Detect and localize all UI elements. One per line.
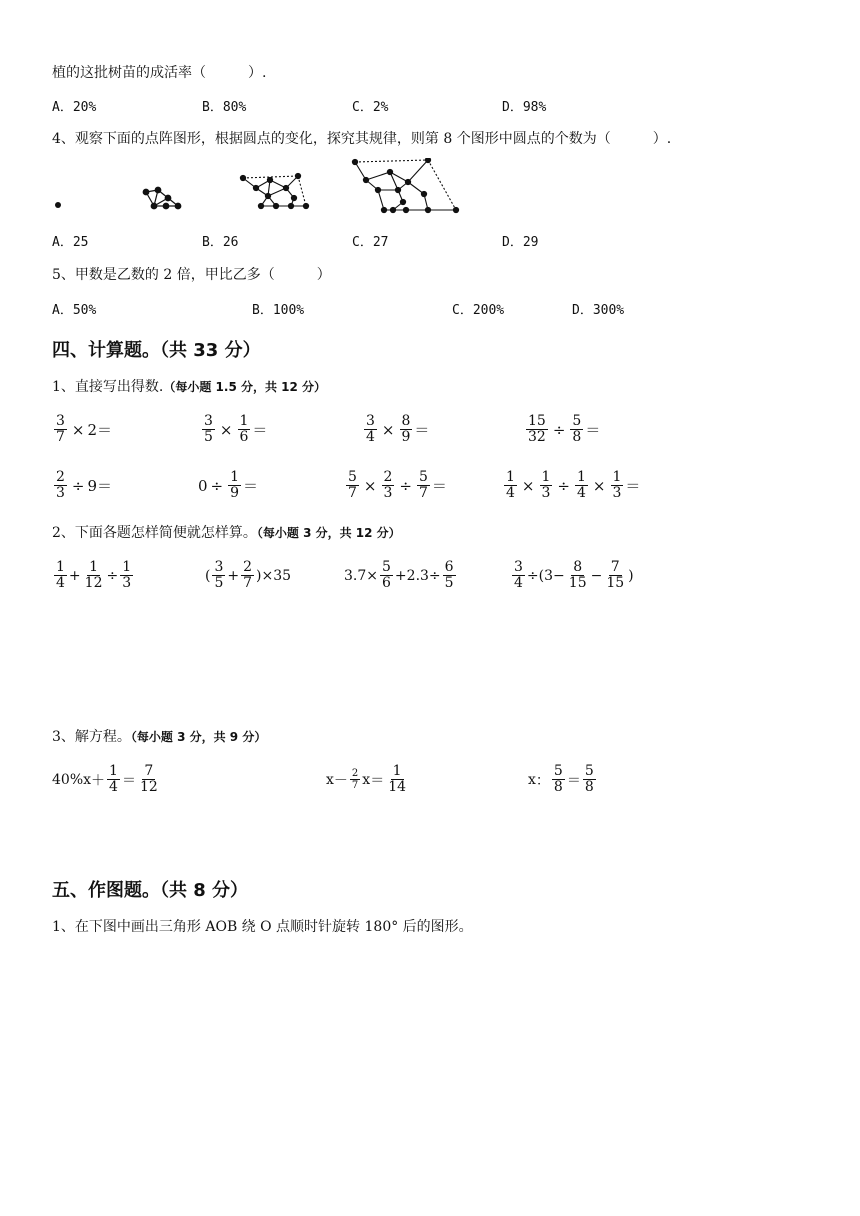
dot-pattern-figures [48, 158, 468, 218]
q4-option-b: B．26 [202, 235, 239, 250]
calc-1-3: $\frac{3}{4}$ × $\frac{8}{9}$ ＝ [366, 413, 430, 446]
q5-option-c: C．200% [452, 303, 505, 318]
q5-option-a: A．50% [52, 303, 97, 318]
calc-1-1: $\frac{3}{7}$ × 2 ＝ [56, 413, 113, 446]
dot-figure-3 [240, 173, 308, 208]
equation-3: x ： $\frac{5}{8}$ ＝ $\frac{5}{8}$ [528, 763, 594, 796]
section-5-p1: 1、在下图中画出三角形 AOB 绕 O 点顺时针旋转 180° 后的图形。 [52, 919, 473, 935]
q3-text: 植的这批树苗的成活率（ ）. [52, 65, 267, 81]
dot-figure-4 [352, 158, 458, 213]
calc-1-7: $\frac{5}{7}$ × $\frac{2}{3}$ ÷ $\frac{5}{7}$ ＝ [348, 469, 447, 502]
calc-1-8: $\frac{1}{4}$ × $\frac{1}{3}$ ÷ $\frac{1}{4}$ × $\frac{1}{3}$ ＝ [506, 469, 641, 502]
q5-stem: 5、甲数是乙数的 2 倍，甲比乙多（ ） [52, 267, 331, 283]
section-4-p1: 1、直接写出得数.（每小题 1.5 分，共 12 分） [52, 379, 327, 395]
q4-option-c: C．27 [352, 235, 389, 250]
calc-2-1: $\frac{1}{4}$ + $\frac{1}{12}$ ÷ $\frac{1}{3}$ [56, 559, 132, 592]
equation-1: 40%x ＋ $\frac{1}{4}$ ＝ $\frac{7}{12}$ [52, 763, 158, 796]
q3-option-d: D．98% [502, 100, 547, 115]
section-4-title: 四、计算题。（共 33 分） [52, 340, 261, 361]
calc-1-2: $\frac{3}{5}$ × $\frac{1}{6}$ ＝ [204, 413, 268, 446]
calc-1-5: $\frac{2}{3}$ ÷ 9 ＝ [56, 469, 113, 502]
section-5-title: 五、作图题。（共 8 分） [52, 880, 249, 901]
dot-figure-1 [55, 202, 61, 208]
dot-figure-2 [143, 187, 181, 209]
section-4-p2: 2、下面各题怎样简便就怎样算。（每小题 3 分，共 12 分） [52, 525, 401, 541]
q4-option-a: A．25 [52, 235, 89, 250]
q4-option-d: D．29 [502, 235, 539, 250]
calc-2-3: 3.7 × $\frac{5}{6}$ + 2.3 ÷ $\frac{6}{5}$ [344, 559, 454, 592]
calc-1-6: 0 ÷ $\frac{1}{9}$ ＝ [198, 469, 259, 502]
q3-option-a: A．20% [52, 100, 97, 115]
q5-option-d: D．300% [572, 303, 625, 318]
q3-option-c: C．2% [352, 100, 389, 115]
q5-option-b: B．100% [252, 303, 305, 318]
equation-2: x － $\frac{2}{7}$ x ＝ $\frac{1}{14}$ [326, 763, 407, 796]
calc-2-4: $\frac{3}{4}$ ÷ ( 3 − $\frac{8}{15}$ − $\frac{7}{15}$ ) [514, 559, 634, 592]
calc-1-4: $\frac{15}{32}$ ÷ $\frac{5}{8}$ ＝ [528, 413, 601, 446]
calc-2-2: ( $\frac{3}{5}$ + $\frac{2}{7}$ ) × 35 [205, 559, 292, 592]
q3-option-b: B．80% [202, 100, 247, 115]
q4-stem: 4、观察下面的点阵图形，根据圆点的变化，探究其规律，则第 8 个图形中圆点的个数为（ ）. [52, 131, 672, 147]
section-4-p3: 3、解方程。（每小题 3 分，共 9 分） [52, 729, 267, 745]
